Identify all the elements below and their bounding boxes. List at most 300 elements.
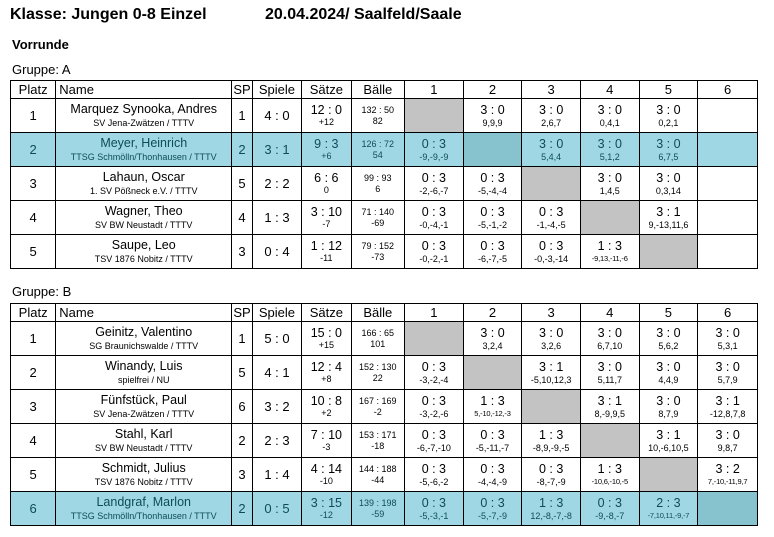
match-result-cell — [698, 167, 758, 201]
match-sets: -12,8,7,8 — [709, 408, 746, 419]
self-match-cell — [405, 322, 464, 356]
baelle-diff: -59 — [371, 508, 385, 519]
baelle-cell — [351, 133, 405, 167]
name-header: Name — [56, 304, 232, 322]
match-sets: 3,2,4 — [482, 340, 503, 351]
match-result-cell — [639, 133, 698, 167]
match-sets: -5,-6,-2 — [419, 476, 449, 487]
match-result-cell — [405, 458, 464, 492]
sp-cell: 2 — [232, 424, 253, 458]
self-match-cell — [463, 133, 522, 167]
self-match-cell — [698, 492, 758, 526]
baelle-diff: 82 — [372, 115, 383, 126]
spiele-cell: 1 : 3 — [252, 201, 301, 235]
match-score: 3 : 0 — [597, 136, 622, 151]
match-result-cell — [580, 390, 639, 424]
baelle-value: 167 : 169 — [359, 395, 397, 406]
spiele-cell: 1 : 4 — [252, 458, 301, 492]
match-sets: 0,4,1 — [599, 117, 620, 128]
player-name: Saupe, Leo — [111, 238, 176, 252]
match-result-cell — [580, 133, 639, 167]
match-score: 0 : 3 — [421, 204, 447, 219]
baelle-diff: -18 — [371, 440, 385, 451]
match-score: 2 : 3 — [656, 495, 681, 510]
spiele-cell: 3 : 1 — [252, 133, 301, 167]
baelle-value: 166 : 65 — [361, 327, 395, 338]
match-score: 3 : 0 — [480, 325, 505, 340]
match-result-cell — [522, 424, 581, 458]
player-club: TTSG Schmölln/Thonhausen / TTTV — [70, 152, 217, 162]
match-result-cell — [639, 356, 698, 390]
match-result-cell — [698, 390, 758, 424]
name-cell — [56, 99, 232, 133]
date-place: 20.04.2024/ Saalfeld/Saale — [265, 6, 462, 23]
platz-cell: 2 — [11, 133, 56, 167]
match-result-cell — [698, 133, 758, 167]
platz-header: Platz — [11, 304, 56, 322]
spiele-cell: 2 : 2 — [252, 167, 301, 201]
sp-cell: 3 — [232, 235, 253, 269]
match-result-cell — [463, 167, 522, 201]
baelle-value: 152 : 130 — [359, 361, 397, 372]
match-result-cell — [580, 492, 639, 526]
table-row — [11, 356, 758, 390]
player-name: Geinitz, Valentino — [95, 325, 193, 339]
table-row — [11, 322, 758, 356]
match-result-cell — [463, 492, 522, 526]
match-sets: -0,-2,-1 — [419, 253, 449, 264]
match-score: 3 : 0 — [597, 359, 622, 374]
match-result-cell — [522, 201, 581, 235]
match-score: 0 : 3 — [421, 461, 447, 476]
group-b-table — [10, 303, 758, 526]
match-score: 3 : 0 — [656, 325, 681, 340]
match-result-cell — [698, 99, 758, 133]
match-result-cell — [522, 133, 581, 167]
opponent-header-2: 2 — [463, 304, 522, 322]
match-result-cell — [405, 235, 464, 269]
match-result-cell — [639, 167, 698, 201]
sp-cell: 6 — [232, 390, 253, 424]
match-result-cell — [463, 390, 522, 424]
table-row — [11, 492, 758, 526]
table-row — [11, 133, 758, 167]
saetze-cell — [302, 458, 351, 492]
match-result-cell — [698, 235, 758, 269]
match-result-cell — [580, 458, 639, 492]
table-row — [11, 167, 758, 201]
sp-cell: 2 — [232, 133, 253, 167]
match-score: 3 : 0 — [715, 359, 740, 374]
match-result-cell — [580, 99, 639, 133]
match-result-cell — [463, 201, 522, 235]
match-result-cell — [639, 201, 698, 235]
baelle-diff: 6 — [375, 183, 381, 194]
baelle-cell — [351, 99, 405, 133]
spiele-cell: 4 : 1 — [252, 356, 301, 390]
baelle-diff: -69 — [371, 217, 385, 228]
name-cell — [56, 167, 232, 201]
baelle-value: 144 : 188 — [359, 463, 397, 474]
saetze-diff: +2 — [321, 408, 332, 418]
opponent-header-1: 1 — [405, 304, 464, 322]
saetze-value: 12 : 4 — [310, 360, 342, 374]
opponent-header-6: 6 — [698, 81, 758, 99]
match-sets: 7,-10,-11,9,7 — [707, 476, 748, 486]
player-name: Landgraf, Marlon — [96, 495, 191, 509]
match-score: 3 : 0 — [480, 102, 505, 117]
match-result-cell — [639, 322, 698, 356]
sp-cell: 1 — [232, 322, 253, 356]
opponent-header-5: 5 — [639, 304, 698, 322]
match-sets: 2,6,7 — [541, 117, 562, 128]
match-sets: 5,6,2 — [658, 340, 679, 351]
player-name: Stahl, Karl — [114, 427, 173, 441]
match-score: 3 : 0 — [597, 170, 622, 185]
saetze-value: 6 : 6 — [314, 171, 339, 185]
match-score: 3 : 1 — [715, 393, 740, 408]
match-score: 1 : 3 — [538, 495, 564, 510]
platz-cell: 4 — [11, 424, 56, 458]
match-result-cell — [463, 458, 522, 492]
player-club: SV Jena-Zwätzen / TTTV — [93, 409, 195, 419]
match-sets: -6,-7,-10 — [416, 442, 451, 453]
sp-cell: 5 — [232, 356, 253, 390]
match-result-cell — [463, 235, 522, 269]
saetze-diff: -12 — [319, 510, 333, 520]
match-sets: -0,-3,-14 — [534, 253, 569, 264]
match-result-cell — [522, 492, 581, 526]
saetze-diff: -3 — [322, 442, 331, 452]
match-sets: 0,2,1 — [658, 117, 679, 128]
platz-cell: 1 — [11, 322, 56, 356]
self-match-cell — [405, 99, 464, 133]
match-score: 0 : 3 — [538, 204, 564, 219]
match-sets: 6,7,10 — [597, 340, 623, 351]
match-result-cell — [580, 322, 639, 356]
spiele-cell: 2 : 3 — [252, 424, 301, 458]
saetze-cell — [302, 99, 351, 133]
sp-cell: 1 — [232, 99, 253, 133]
name-cell — [56, 235, 232, 269]
saetze-value: 3 : 15 — [310, 496, 342, 510]
match-sets: -9,13,-11,-6 — [591, 253, 628, 263]
match-score: 0 : 3 — [480, 238, 505, 253]
match-sets: -5,-3,-1 — [419, 510, 449, 521]
platz-cell: 5 — [11, 458, 56, 492]
match-sets: -8,9,-9,-5 — [532, 442, 570, 453]
match-score: 3 : 0 — [715, 325, 740, 340]
baelle-cell — [351, 458, 405, 492]
player-club: SG Braunichswalde / TTTV — [89, 341, 199, 351]
platz-cell: 5 — [11, 235, 56, 269]
match-score: 1 : 3 — [597, 461, 622, 476]
opponent-header-1: 1 — [405, 81, 464, 99]
name-cell — [56, 322, 232, 356]
group-title-b: Gruppe: B — [12, 284, 72, 299]
baelle-diff: -2 — [373, 406, 382, 417]
page-header — [10, 6, 462, 28]
match-score: 3 : 2 — [715, 461, 740, 476]
saetze-diff: 0 — [323, 185, 329, 195]
sp-cell: 5 — [232, 167, 253, 201]
match-result-cell — [405, 356, 464, 390]
player-club: 1. SV Pößneck e.V. / TTTV — [89, 186, 198, 196]
match-result-cell — [639, 99, 698, 133]
match-sets: 6,7,5 — [658, 151, 679, 162]
match-sets: 5,3,1 — [717, 340, 738, 351]
opponent-header-4: 4 — [580, 81, 639, 99]
table-row — [11, 424, 758, 458]
match-sets: 9,-13,11,6 — [648, 219, 689, 230]
spiele-cell: 0 : 5 — [252, 492, 301, 526]
spiele-cell: 3 : 2 — [252, 390, 301, 424]
match-score: 0 : 3 — [421, 238, 447, 253]
match-score: 0 : 3 — [421, 495, 447, 510]
match-score: 3 : 0 — [538, 325, 564, 340]
player-club: SV Jena-Zwätzen / TTTV — [93, 118, 195, 128]
match-sets: -5,10,12,3 — [530, 374, 572, 385]
self-match-cell — [580, 201, 639, 235]
match-sets: 5,11,7 — [597, 374, 622, 385]
table-row — [11, 99, 758, 133]
baelle-value: 79 : 152 — [361, 240, 395, 251]
match-sets: -3,-2,-4 — [419, 374, 449, 385]
match-score: 0 : 3 — [597, 495, 622, 510]
match-result-cell — [639, 390, 698, 424]
saetze-cell — [302, 390, 351, 424]
match-score: 0 : 3 — [538, 238, 564, 253]
match-result-cell — [580, 167, 639, 201]
saetze-value: 1 : 12 — [310, 239, 342, 253]
saetze-value: 7 : 10 — [310, 428, 342, 442]
match-sets: 8,7,9 — [658, 408, 679, 419]
player-name: Winandy, Luis — [104, 359, 183, 373]
match-result-cell — [580, 235, 639, 269]
match-score: 1 : 3 — [597, 238, 622, 253]
match-sets: 12,-8,-7,-8 — [530, 510, 572, 521]
self-match-cell — [522, 390, 581, 424]
sp-cell: 2 — [232, 492, 253, 526]
match-score: 1 : 3 — [480, 393, 505, 408]
name-cell — [56, 390, 232, 424]
match-score: 3 : 0 — [538, 102, 564, 117]
match-result-cell — [463, 424, 522, 458]
match-result-cell — [405, 492, 464, 526]
saetze-diff: -7 — [322, 219, 331, 229]
platz-header: Platz — [11, 81, 56, 99]
baelle-diff: 22 — [372, 372, 383, 383]
match-sets: -4,-4,-9 — [477, 476, 507, 487]
saetze-cell — [302, 492, 351, 526]
baelle-cell — [351, 492, 405, 526]
name-cell — [56, 201, 232, 235]
saetze-value: 4 : 14 — [310, 462, 342, 476]
match-result-cell — [639, 424, 698, 458]
spiele-cell: 4 : 0 — [252, 99, 301, 133]
platz-cell: 3 — [11, 167, 56, 201]
baelle-value: 153 : 171 — [359, 429, 397, 440]
player-club: TTSG Schmölln/Thonhausen / TTTV — [70, 511, 217, 521]
match-score: 1 : 3 — [538, 427, 564, 442]
saetze-cell — [302, 201, 351, 235]
baelle-cell — [351, 390, 405, 424]
saetze-header: Sätze — [302, 304, 351, 322]
match-result-cell — [405, 133, 464, 167]
platz-cell: 4 — [11, 201, 56, 235]
player-club: spielfrei / NU — [117, 375, 170, 385]
spiele-cell: 0 : 4 — [252, 235, 301, 269]
baelle-value: 99 : 93 — [364, 172, 392, 183]
saetze-value: 15 : 0 — [310, 326, 342, 340]
self-match-cell — [639, 235, 698, 269]
match-sets: 5,4,4 — [541, 151, 562, 162]
match-sets: -9,-9,-9 — [419, 151, 449, 162]
opponent-header-6: 6 — [698, 304, 758, 322]
match-score: 3 : 1 — [538, 359, 564, 374]
saetze-diff: +6 — [321, 151, 332, 161]
match-result-cell — [698, 424, 758, 458]
header-row — [11, 81, 758, 99]
sp-header: SP — [233, 305, 251, 320]
match-sets: -0,-4,-1 — [419, 219, 449, 230]
match-score: 3 : 0 — [656, 393, 681, 408]
sp-cell: 3 — [232, 458, 253, 492]
match-score: 3 : 0 — [656, 170, 681, 185]
player-club: SV BW Neustadt / TTTV — [95, 220, 193, 230]
name-cell — [56, 424, 232, 458]
table-row — [11, 235, 758, 269]
match-score: 0 : 3 — [480, 170, 505, 185]
table-row — [11, 201, 758, 235]
saetze-header: Sätze — [302, 81, 351, 99]
match-sets: -5,-11,-7 — [475, 442, 510, 453]
match-sets: 4,4,9 — [658, 374, 679, 385]
name-header: Name — [56, 81, 232, 99]
baelle-cell — [351, 356, 405, 390]
name-cell — [56, 133, 232, 167]
match-sets: 1,4,5 — [599, 185, 620, 196]
self-match-cell — [463, 356, 522, 390]
match-result-cell — [698, 322, 758, 356]
match-sets: 9,9,9 — [482, 117, 503, 128]
saetze-cell — [302, 424, 351, 458]
match-score: 0 : 3 — [421, 136, 447, 151]
match-sets: -8,-7,-9 — [536, 476, 566, 487]
match-sets: -3,-2,-6 — [419, 408, 449, 419]
saetze-diff: +15 — [318, 340, 334, 350]
match-sets: -5,-7,-9 — [477, 510, 507, 521]
match-sets: 3,2,6 — [541, 340, 562, 351]
baelle-diff: -73 — [371, 251, 385, 262]
class-title: Klasse: Jungen 0-8 Einzel — [10, 6, 207, 23]
baelle-diff: -44 — [371, 474, 385, 485]
saetze-diff: +8 — [321, 374, 332, 384]
match-result-cell — [522, 99, 581, 133]
match-result-cell — [405, 201, 464, 235]
match-score: 0 : 3 — [421, 170, 447, 185]
match-score: 0 : 3 — [480, 427, 505, 442]
match-score: 3 : 0 — [597, 325, 622, 340]
opponent-header-5: 5 — [639, 81, 698, 99]
player-club: TSV 1876 Nobitz / TTTV — [94, 477, 193, 487]
baelle-header: Bälle — [351, 304, 405, 322]
match-score: 3 : 0 — [656, 136, 681, 151]
platz-cell: 3 — [11, 390, 56, 424]
match-result-cell — [405, 390, 464, 424]
saetze-cell — [302, 235, 351, 269]
match-sets: -5,-1,-2 — [477, 219, 507, 230]
match-score: 3 : 0 — [656, 359, 681, 374]
spiele-header: Spiele — [252, 304, 301, 322]
match-result-cell — [522, 322, 581, 356]
match-sets: -6,-7,-5 — [477, 253, 507, 264]
group-a-table — [10, 80, 758, 269]
match-score: 0 : 3 — [480, 204, 505, 219]
match-result-cell — [698, 458, 758, 492]
saetze-value: 10 : 8 — [310, 394, 342, 408]
match-result-cell — [522, 458, 581, 492]
match-result-cell — [522, 356, 581, 390]
match-result-cell — [639, 492, 698, 526]
match-result-cell — [698, 356, 758, 390]
saetze-cell — [302, 167, 351, 201]
spiele-cell: 5 : 0 — [252, 322, 301, 356]
match-sets: -2,-6,-7 — [419, 185, 449, 196]
player-club: SV BW Neustadt / TTTV — [95, 443, 193, 453]
match-sets: -7,10,11,-9,-7 — [647, 510, 690, 520]
saetze-cell — [302, 133, 351, 167]
match-score: 0 : 3 — [480, 461, 505, 476]
match-result-cell — [522, 235, 581, 269]
match-result-cell — [698, 201, 758, 235]
baelle-header: Bälle — [351, 81, 405, 99]
match-score: 0 : 3 — [480, 495, 505, 510]
player-name: Marquez Synooka, Andres — [70, 102, 218, 116]
match-sets: 8,-9,9,5 — [594, 408, 626, 419]
match-result-cell — [580, 356, 639, 390]
baelle-cell — [351, 201, 405, 235]
match-sets: -10,6,-10,-5 — [591, 476, 628, 486]
match-score: 3 : 0 — [715, 427, 740, 442]
header-row — [11, 304, 758, 322]
baelle-diff: 101 — [370, 338, 386, 349]
saetze-diff: -11 — [320, 253, 333, 263]
saetze-value: 3 : 10 — [310, 205, 342, 219]
opponent-header-4: 4 — [580, 304, 639, 322]
player-name: Lahaun, Oscar — [102, 170, 185, 184]
match-score: 3 : 1 — [597, 393, 622, 408]
match-score: 0 : 3 — [421, 359, 447, 374]
baelle-value: 139 : 198 — [359, 497, 397, 508]
match-sets: 5,7,9 — [717, 374, 738, 385]
player-name: Schmidt, Julius — [101, 461, 186, 475]
round-title: Vorrunde — [12, 37, 69, 52]
self-match-cell — [639, 458, 698, 492]
match-sets: 5,-10,-12,-3 — [474, 408, 511, 418]
table-row — [11, 458, 758, 492]
match-score: 3 : 1 — [656, 204, 681, 219]
name-cell — [56, 492, 232, 526]
player-name: Meyer, Heinrich — [100, 136, 188, 150]
player-club: TSV 1876 Nobitz / TTTV — [94, 254, 193, 264]
match-result-cell — [405, 167, 464, 201]
spiele-header: Spiele — [252, 81, 301, 99]
opponent-header-3: 3 — [522, 304, 581, 322]
opponent-header-3: 3 — [522, 81, 581, 99]
match-score: 0 : 3 — [421, 427, 447, 442]
match-score: 3 : 1 — [656, 427, 681, 442]
